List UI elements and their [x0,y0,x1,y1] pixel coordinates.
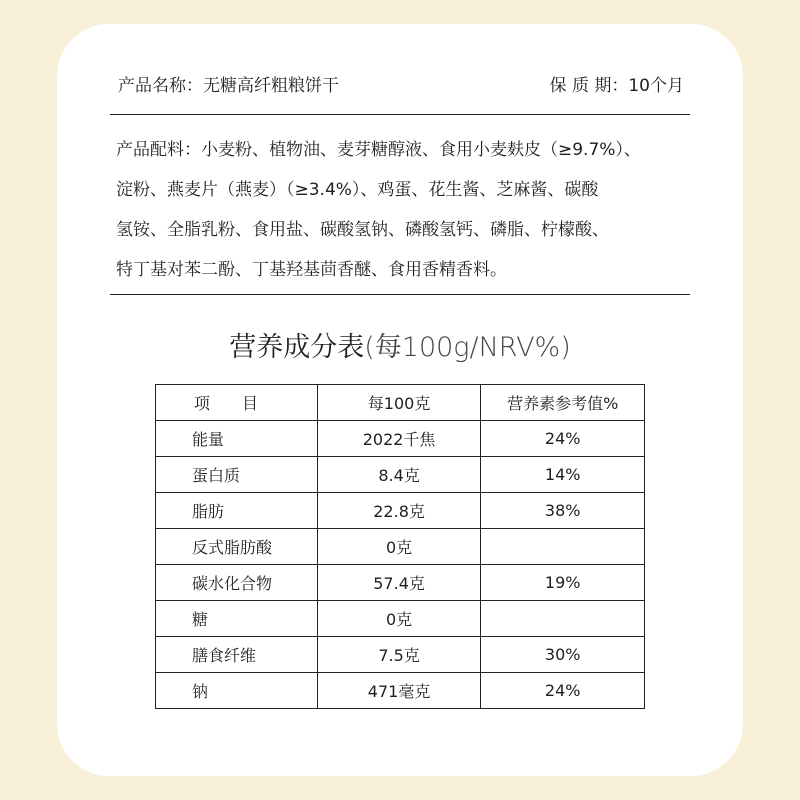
product-info-row [118,71,690,101]
ingredients-line: 产品配料：小麦粉、植物油、麦芽糖醇液、食用小麦麸皮（≥9.7%）、 [116,140,641,160]
row-nrv: 14% [481,457,645,493]
row-value: 7.5克 [317,637,481,673]
divider-bottom [110,294,690,295]
row-value: 22.8克 [317,493,481,529]
row-nrv [481,529,645,565]
row-nrv: 19% [481,565,645,601]
ingredients-block [116,130,716,290]
row-item: 蛋白质 [156,457,318,493]
ingredients-line: 特丁基对苯二酚、丁基羟基茴香醚、食用香精香料。 [116,260,507,280]
table-row [156,565,645,601]
row-value: 471毫克 [317,673,481,709]
shelf-life: 保 质 期：10个月 [549,76,684,96]
row-item: 反式脂肪酸 [156,529,318,565]
header-per-100g: 每100克 [317,385,481,421]
nutrition-table [155,384,645,709]
product-name: 产品名称：无糖高纤粗粮饼干 [118,76,339,96]
row-value: 0克 [317,601,481,637]
row-value: 8.4克 [317,457,481,493]
table-row [156,637,645,673]
row-item: 膳食纤维 [156,637,318,673]
table-row [156,529,645,565]
row-value: 57.4克 [317,565,481,601]
header-nrv: 营养素参考值% [481,385,645,421]
ingredients-line: 氢铵、全脂乳粉、食用盐、碳酸氢钠、磷酸氢钙、磷脂、柠檬酸、 [116,220,609,240]
header-item: 项 目 [156,385,318,421]
row-item: 碳水化合物 [156,565,318,601]
nutrition-title-sub: (每100g/NRV%) [364,332,571,363]
divider-top [110,114,690,115]
table-row [156,493,645,529]
row-nrv: 24% [481,421,645,457]
nutrition-title [0,328,800,368]
row-item: 能量 [156,421,318,457]
table-row [156,457,645,493]
row-nrv: 38% [481,493,645,529]
row-item: 脂肪 [156,493,318,529]
table-row [156,601,645,637]
nutrition-title-main: 营养成分表 [229,332,365,363]
table-row [156,673,645,709]
row-value: 2022千焦 [317,421,481,457]
row-value: 0克 [317,529,481,565]
row-nrv: 24% [481,673,645,709]
ingredients-line: 淀粉、燕麦片（燕麦）（≥3.4%）、鸡蛋、花生酱、芝麻酱、碳酸 [116,180,599,200]
row-nrv: 30% [481,637,645,673]
row-item: 钠 [156,673,318,709]
row-item: 糖 [156,601,318,637]
row-nrv [481,601,645,637]
table-header-row [156,385,645,421]
table-row [156,421,645,457]
